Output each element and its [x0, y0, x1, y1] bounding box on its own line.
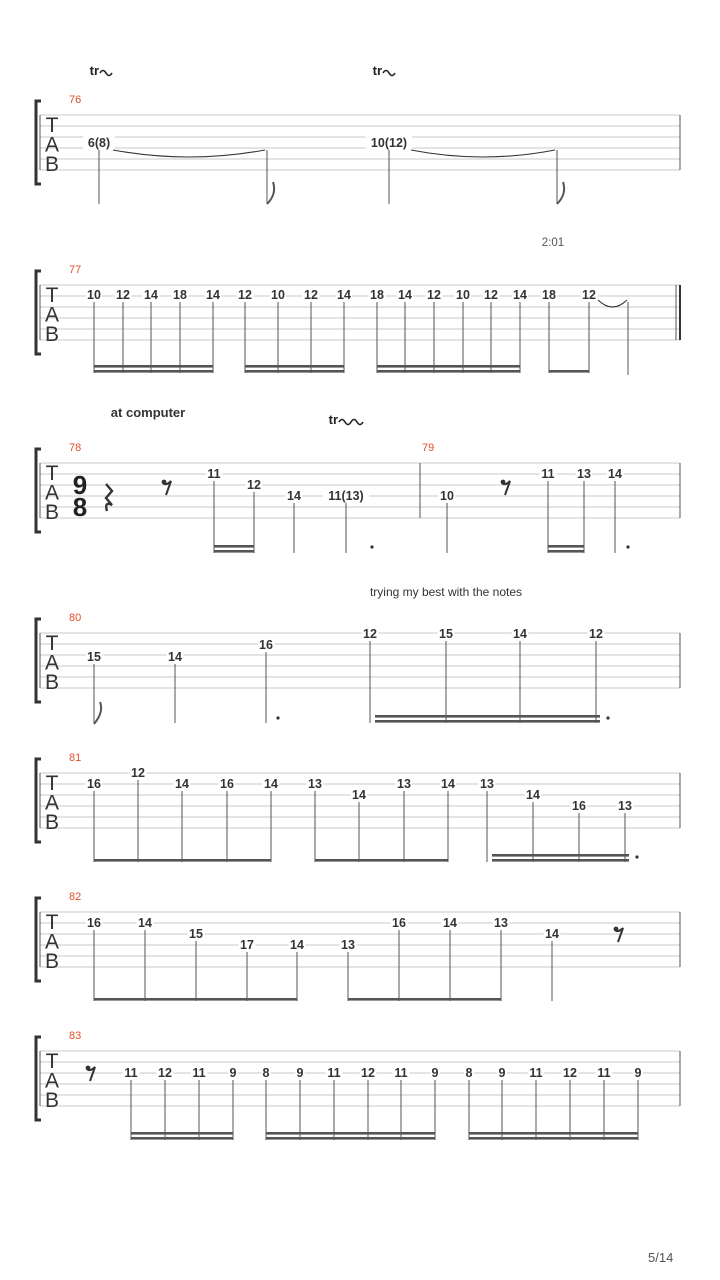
note-beam	[245, 370, 344, 373]
note-beam	[492, 859, 629, 862]
tab-clef-t: T	[45, 911, 59, 934]
note-beam	[94, 365, 213, 368]
tab-clef-a: A	[44, 133, 60, 157]
note-beam	[548, 545, 584, 548]
fret-number: 12	[131, 766, 145, 780]
fret-number: 16	[87, 777, 101, 791]
fret-number: 17	[240, 938, 254, 952]
note-flag	[94, 702, 101, 724]
fret-number: 16	[259, 638, 273, 652]
fret-number: 11	[541, 467, 555, 481]
fret-number: 12	[363, 627, 377, 641]
note-beam	[266, 1137, 435, 1140]
fret-number: 8	[465, 1066, 473, 1080]
fret-number: 12	[304, 288, 318, 302]
fret-number: 16	[392, 916, 406, 930]
eighth-rest-dot	[501, 480, 506, 485]
fret-number: 12	[116, 288, 130, 302]
note-beam	[94, 370, 213, 373]
tab-clef-b: B	[44, 671, 60, 694]
fret-number: 13	[618, 799, 632, 813]
note-beam	[469, 1132, 638, 1135]
note-beam	[348, 998, 501, 1001]
fret-number: 15	[439, 627, 453, 641]
tab-clef-a: A	[44, 303, 60, 327]
tie-curve	[113, 150, 265, 157]
time-signature-bottom: 8	[72, 492, 88, 522]
tab-clef-a: A	[44, 651, 60, 675]
fret-number: 12	[589, 627, 603, 641]
fret-number: 14	[513, 627, 527, 641]
note-beam	[266, 1132, 435, 1135]
tab-clef-a: A	[44, 791, 60, 815]
augmentation-dot	[276, 716, 279, 719]
trill-wave	[100, 71, 112, 76]
fret-number: 15	[87, 650, 101, 664]
trill-marking: tr	[372, 63, 382, 78]
time-signature-top: 9	[72, 470, 88, 500]
augmentation-dot	[626, 545, 629, 548]
fret-number: 14	[526, 788, 540, 802]
trill-wave	[383, 71, 395, 76]
tab-clef-b: B	[44, 811, 60, 834]
fret-number: 14	[168, 650, 182, 664]
augmentation-dot	[635, 855, 638, 858]
tab-clef-b: B	[44, 323, 60, 346]
fret-number: 11	[124, 1066, 138, 1080]
fret-number: 13	[494, 916, 508, 930]
fret-number: 14	[287, 489, 301, 503]
fret-number: 13	[308, 777, 322, 791]
note-beam	[548, 550, 584, 553]
fret-number: 11	[192, 1066, 206, 1080]
fret-number: 11	[394, 1066, 408, 1080]
fret-number: 12	[427, 288, 441, 302]
fret-number: 18	[542, 288, 556, 302]
fret-number: 10	[456, 288, 470, 302]
fret-number: 14	[545, 927, 559, 941]
fret-number: 9	[431, 1066, 439, 1080]
note-beam	[375, 715, 600, 718]
fret-number: 11	[327, 1066, 341, 1080]
tab-clef-t: T	[45, 284, 59, 307]
note-beam	[377, 365, 520, 368]
note-beam	[94, 859, 271, 862]
fret-number: 11	[207, 467, 221, 481]
note-beam	[375, 720, 600, 723]
fret-number: 14	[138, 916, 152, 930]
tab-clef-t: T	[45, 632, 59, 655]
tie-curve	[411, 150, 555, 157]
fret-number: 18	[370, 288, 384, 302]
fret-number: 10	[87, 288, 101, 302]
tab-clef-b: B	[44, 153, 60, 176]
fret-number: 12	[484, 288, 498, 302]
measure-number: 79	[422, 442, 435, 454]
fret-number: 18	[173, 288, 187, 302]
fret-number: 12	[563, 1066, 577, 1080]
note-beam	[214, 550, 254, 553]
fret-number: 14	[352, 788, 366, 802]
performance-note: trying my best with the notes	[369, 585, 523, 599]
tab-clef-a: A	[44, 1069, 60, 1093]
trill-wave	[339, 420, 363, 425]
measure-number: 76	[69, 94, 82, 106]
tab-clef-t: T	[45, 772, 59, 795]
tab-clef-t: T	[45, 1050, 59, 1073]
time-label: 2:01	[541, 237, 565, 249]
fret-number: 9	[229, 1066, 237, 1080]
fret-number: 16	[87, 916, 101, 930]
note-beam	[469, 1137, 638, 1140]
trill-marking: tr	[328, 412, 338, 427]
fret-number: 12	[238, 288, 252, 302]
fret-number: 11	[597, 1066, 611, 1080]
note-beam	[549, 370, 589, 373]
eighth-rest-dot	[86, 1066, 91, 1071]
eighth-rest-dot	[162, 480, 167, 485]
fret-number: 10(12)	[370, 136, 408, 150]
note-beam	[131, 1132, 233, 1135]
augmentation-dot	[370, 545, 373, 548]
fret-number: 13	[577, 467, 591, 481]
fret-number: 10	[271, 288, 285, 302]
fret-number: 6(8)	[87, 136, 111, 150]
fret-number: 14	[337, 288, 351, 302]
fret-number: 14	[608, 467, 622, 481]
note-beam	[131, 1137, 233, 1140]
page-number: 5/14	[648, 1250, 674, 1265]
note-beam	[214, 545, 254, 548]
note-beam	[245, 365, 344, 368]
fret-number: 14	[290, 938, 304, 952]
augmentation-dot	[606, 716, 609, 719]
fret-number: 12	[247, 478, 261, 492]
note-beam	[315, 859, 448, 862]
fret-number: 13	[397, 777, 411, 791]
tab-clef-b: B	[44, 501, 60, 524]
eighth-rest-dot	[614, 927, 619, 932]
fret-number: 14	[264, 777, 278, 791]
measure-number: 81	[69, 752, 82, 764]
fret-number: 13	[480, 777, 494, 791]
fret-number: 8	[262, 1066, 270, 1080]
tab-clef-b: B	[44, 950, 60, 973]
note-flag	[267, 182, 274, 204]
fret-number: 12	[361, 1066, 375, 1080]
fret-number: 14	[443, 916, 457, 930]
fret-number: 16	[220, 777, 234, 791]
note-flag	[557, 182, 564, 204]
fret-number: 14	[441, 777, 455, 791]
measure-number: 82	[69, 891, 82, 903]
note-beam	[377, 370, 520, 373]
fret-number: 10	[440, 489, 454, 503]
tab-clef-t: T	[45, 114, 59, 137]
fret-number: 14	[206, 288, 220, 302]
fret-number: 11	[529, 1066, 543, 1080]
note-beam	[492, 854, 629, 857]
measure-number: 83	[69, 1030, 82, 1042]
fret-number: 16	[572, 799, 586, 813]
trill-marking: tr	[89, 63, 99, 78]
fret-number: 14	[175, 777, 189, 791]
tab-clef-b: B	[44, 1089, 60, 1112]
fret-number: 14	[398, 288, 412, 302]
tab-clef-t: T	[45, 462, 59, 485]
fret-number: 15	[189, 927, 203, 941]
fret-number: 9	[296, 1066, 304, 1080]
fret-number: 14	[513, 288, 527, 302]
measure-number: 78	[69, 442, 82, 454]
fret-number: 12	[582, 288, 596, 302]
tab-clef-a: A	[44, 930, 60, 954]
measure-number: 77	[69, 264, 82, 276]
fret-number: 14	[144, 288, 158, 302]
fret-number: 9	[634, 1066, 642, 1080]
note-beam	[94, 998, 297, 1001]
fret-number: 12	[158, 1066, 172, 1080]
fret-number: 11(13)	[328, 489, 364, 503]
tab-clef-a: A	[44, 481, 60, 505]
measure-number: 80	[69, 612, 82, 624]
tie-curve	[598, 300, 627, 307]
fret-number: 9	[498, 1066, 506, 1080]
fret-number: 13	[341, 938, 355, 952]
text-annotation: at computer	[110, 405, 186, 420]
